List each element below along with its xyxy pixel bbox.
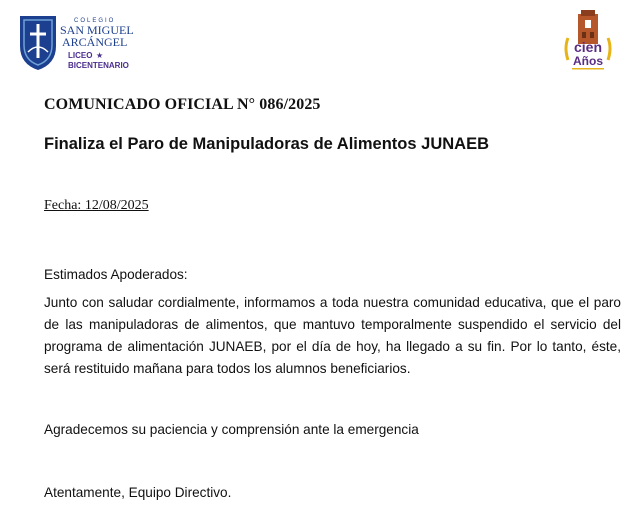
document-title: Finaliza el Paro de Manipuladoras de Alimentos JUNAEB [44, 135, 489, 153]
thanks-text: Agradecemos su paciencia y comprensión ante la emergencia [44, 422, 419, 437]
anniversary-text-bottom: Años [573, 54, 603, 68]
body-paragraph: Junto con saludar cordialmente, informamos a toda nuestra comunidad educativa, que el paro de las manipuladoras de alimentos, que mantuvo temporalmente suspendido el servicio del programa de alimentación JUNAEB, por el día de hoy, ha llegado a su fin. Por lo tanto, éste, será restituido mañana para todos los alumnos beneficiarios. [44, 295, 621, 376]
greeting-text: Estimados Apoderados: [44, 267, 188, 282]
school-logo-line4: LICEO [68, 51, 93, 60]
school-logo-line3: ARCÁNGEL [62, 35, 128, 49]
school-logo [16, 12, 146, 74]
anniversary-text-top: cien [573, 39, 603, 55]
school-logo-line2: SAN MIGUEL [60, 23, 134, 37]
school-logo-line5: BICENTENARIO [68, 61, 129, 70]
school-logo-line1: COLEGIO [74, 18, 116, 24]
closing-text: Atentamente, Equipo Directivo. [44, 485, 232, 500]
document-heading: COMUNICADO OFICIAL N° 086/2025 [44, 96, 321, 113]
star-icon: ★ [96, 51, 104, 60]
document-date: Fecha: 12/08/2025 [44, 198, 149, 213]
anniversary-logo [558, 8, 618, 72]
